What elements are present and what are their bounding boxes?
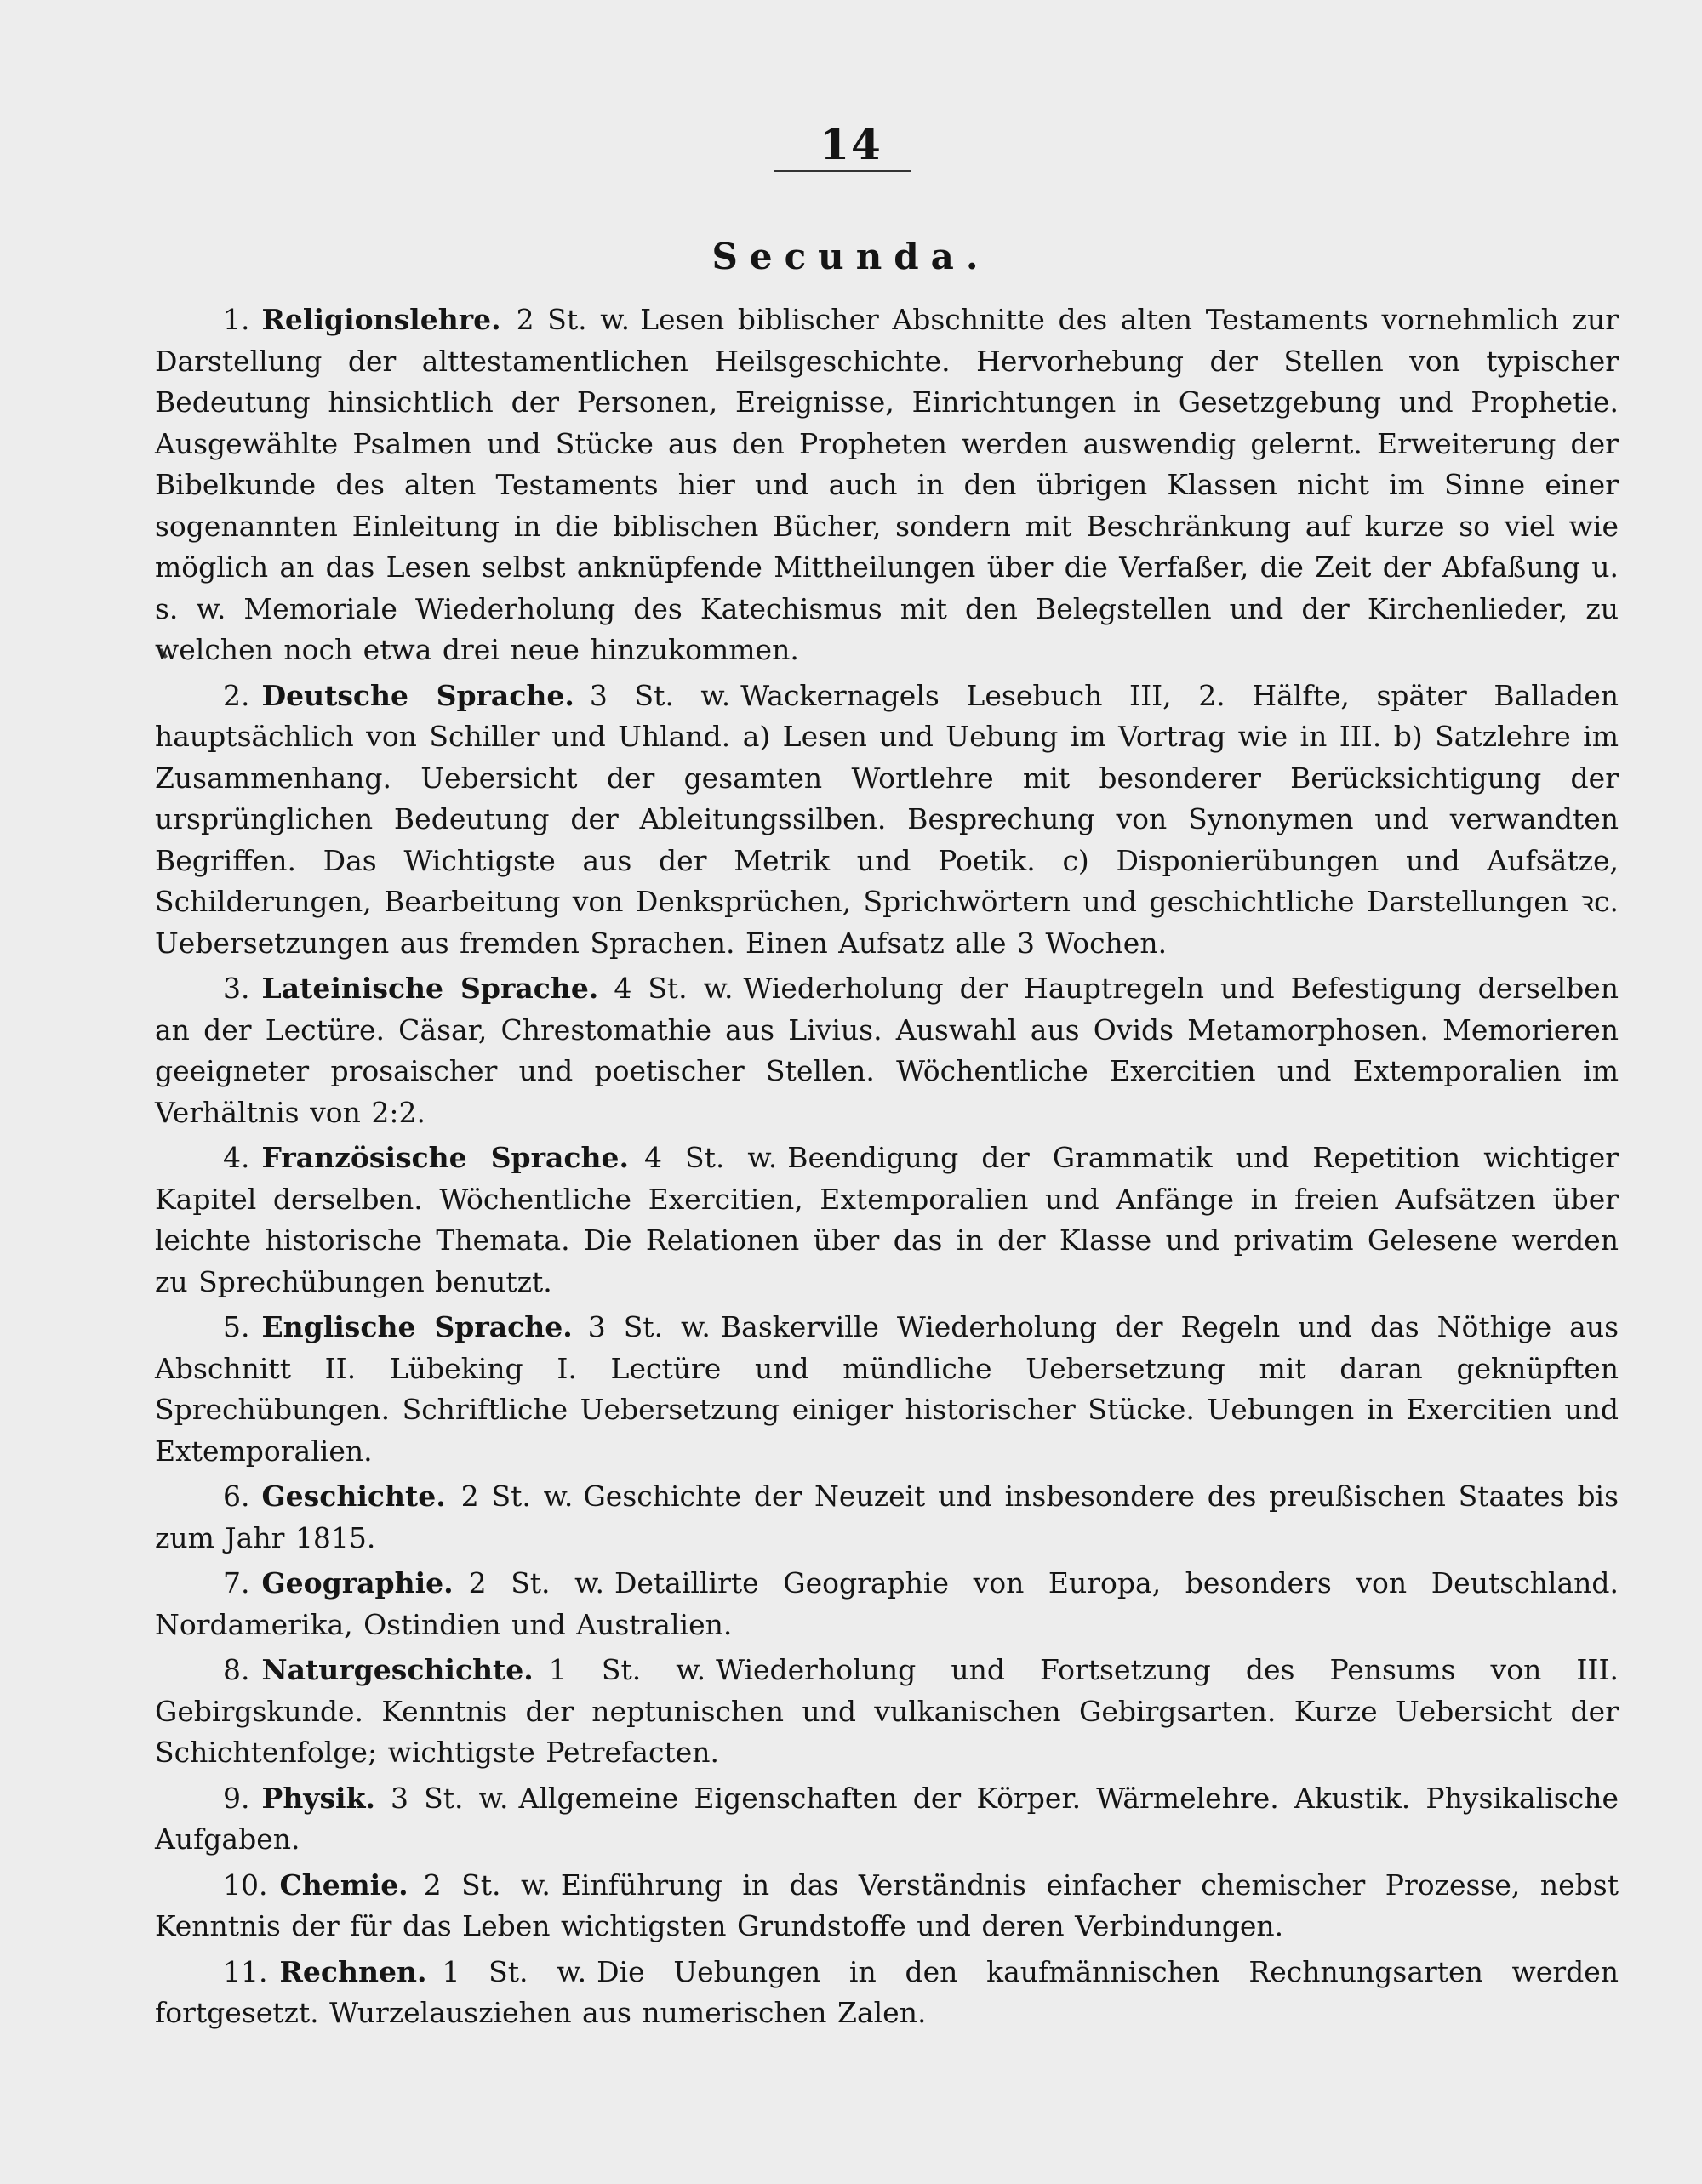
subject-hours: 4 St. w. — [643, 1141, 778, 1174]
subject-englische-sprache — [155, 1307, 1619, 1472]
subject-text: Wiederholung und Fortsetzung des Pensums von III. Gebirgskunde. Kenntnis der neptunischen und vulkanischen Gebirgsarten. Kurze Uebersicht der Schichtenfolge; wichtigste Petrefacten. — [155, 1653, 1619, 1769]
subject-text: Wiederholung der Hauptregeln und Befestigung derselben an der Lectüre. Cäsar, Chrestomathie aus Livius. Auswahl aus Ovids Metamorphosen. Memorieren geeigneter prosaischer und poetischer Stellen. Wöchentliche Exercitien und Extemporalien im Verhältnis von 2:2. — [155, 972, 1619, 1129]
subject-hours: 2 St. w. — [468, 1566, 604, 1600]
subject-hours: 4 St. w. — [614, 972, 734, 1005]
subject-lateinische-sprache — [155, 968, 1619, 1133]
subject-text: Detaillirte Geographie von Europa, besonders von Deutschland. Nordamerika, Ostindien und Australien. — [155, 1566, 1619, 1641]
subject-number: 9. — [223, 1781, 250, 1815]
subject-hours: 2 St. w. — [516, 303, 631, 336]
subject-hours: 2 St. w. — [423, 1868, 551, 1902]
subject-text: Allgemeine Eigenschaften der Körper. Wärmelehre. Akustik. Physikalische Aufgaben. — [155, 1781, 1619, 1856]
subject-naturgeschichte — [155, 1650, 1619, 1774]
section-title: Secunda. — [711, 236, 991, 277]
subject-chemie — [155, 1865, 1619, 1947]
subject-name: Englische Sprache. — [261, 1310, 573, 1343]
subject-hours: 1 St. w. — [548, 1653, 706, 1686]
subject-deutsche-sprache — [155, 676, 1619, 965]
subject-number: 5. — [223, 1310, 250, 1343]
subject-franzoesische-sprache — [155, 1138, 1619, 1303]
subject-number: 3. — [223, 972, 250, 1005]
subject-text: Einführung in das Verständnis einfacher chemischer Prozesse, nebst Kenntnis der für das Leben wichtigsten Grundstoffe und deren Verbindungen. — [155, 1868, 1619, 1942]
subject-name: Chemie. — [279, 1868, 408, 1902]
subject-name: Französische Sprache. — [261, 1141, 629, 1174]
subject-text: Wackernagels Lesebuch III, 2. Hälfte, später Balladen hauptsächlich von Schiller und Uhland. a) Lesen und Uebung im Vortrag wie in III. b) Satzlehre im Zusammenhang. Uebersicht der gesamten Wortlehre mit besonderer Berücksichtigung der ursprünglichen Bedeutung der Ableitungssilben. Besprechung von Synonymen und verwandten Begriffen. Das Wichtigste aus der Metrik und Poetik. c) Disponierübungen und Aufsätze, Schilderungen, Bearbeitung von Denksprüchen, Sprichwörtern und geschichtliche Darstellungen ꝛc. Uebersetzungen aus fremden Sprachen. Einen Aufsatz alle 3 Wochen. — [155, 678, 1619, 960]
subject-number: 10. — [223, 1868, 268, 1902]
subject-number: 8. — [223, 1653, 250, 1686]
subject-text: Beendigung der Grammatik und Repetition wichtiger Kapitel derselben. Wöchentliche Exercitien, Extemporalien und Anfänge in freien Aufsätzen über leichte historische Themata. Die Relationen über das in der Klasse und privatim Gelesene werden zu Sprechübungen benutzt. — [155, 1141, 1619, 1298]
subject-text: Lesen biblischer Abschnitte des alten Testaments vornehmlich zur Darstellung der alttestamentlichen Heilsgeschichte. Hervorhebung der Stellen von typischer Bedeutung hinsichtlich der Personen, Ereignisse, Einrichtungen in Gesetzgebung und Prophetie. Ausgewählte Psalmen und Stücke aus den Propheten werden auswendig gelernt. Erweiterung der Bibelkunde des alten Testaments hier und auch in den übrigen Klassen nicht im Sinne einer sogenannten Einleitung in die biblischen Bücher, sondern mit Beschränkung auf kurze so viel wie möglich an das Lesen selbst anknüpfende Mittheilungen über die Verfaßer, die Zeit der Abfaßung u. s. w. Memoriale Wiederholung des Katechismus mit den Belegstellen und der Kirchenlieder, zu welchen noch etwa drei neue hinzukommen. — [155, 303, 1619, 666]
subject-rechnen — [155, 1952, 1619, 2034]
subject-number: 1. — [223, 303, 250, 336]
subject-religionslehre — [155, 299, 1619, 671]
subject-number: 4. — [223, 1141, 250, 1174]
subject-hours: 3 St. w. — [587, 1310, 711, 1343]
subject-number: 6. — [223, 1480, 250, 1513]
subject-name: Geographie. — [261, 1566, 454, 1600]
subject-geschichte — [155, 1476, 1619, 1559]
subject-number: 7. — [223, 1566, 250, 1600]
subject-text: Baskerville Wiederholung der Regeln und das Nöthige aus Abschnitt II. Lübeking I. Lectüre und mündliche Uebersetzung mit daran geknüpften Sprechübungen. Schriftliche Uebersetzung einiger historischer Stücke. Uebungen in Exercitien und Extemporalien. — [155, 1310, 1619, 1468]
subject-text: Die Uebungen in den kaufmännischen Rechnungsarten werden fortgesetzt. Wurzelausziehen aus numerischen Zalen. — [155, 1954, 1619, 2029]
subject-number: 11. — [223, 1954, 268, 1988]
subject-hours: 3 St. w. — [589, 678, 731, 712]
subject-name: Religionslehre. — [261, 303, 501, 336]
subject-name: Lateinische Sprache. — [261, 972, 599, 1005]
subject-hours: 3 St. w. — [390, 1781, 509, 1815]
subject-name: Rechnen. — [279, 1954, 427, 1988]
subject-name: Deutsche Sprache. — [261, 678, 574, 712]
subject-name: Naturgeschichte. — [261, 1653, 534, 1686]
page-number: 14 — [820, 119, 882, 169]
subject-physik — [155, 1778, 1619, 1861]
subject-hours: 1 St. w. — [442, 1954, 587, 1988]
subject-name: Geschichte. — [261, 1480, 446, 1513]
subject-number: 2. — [223, 678, 250, 712]
page-number-rule — [774, 170, 911, 172]
subject-hours: 2 St. w. — [460, 1480, 574, 1513]
subject-geographie — [155, 1563, 1619, 1645]
subject-text: Geschichte der Neuzeit und insbesondere des preußischen Staates bis zum Jahr 1815. — [155, 1480, 1619, 1554]
subject-list — [155, 299, 1619, 2039]
subject-name: Physik. — [261, 1781, 375, 1815]
